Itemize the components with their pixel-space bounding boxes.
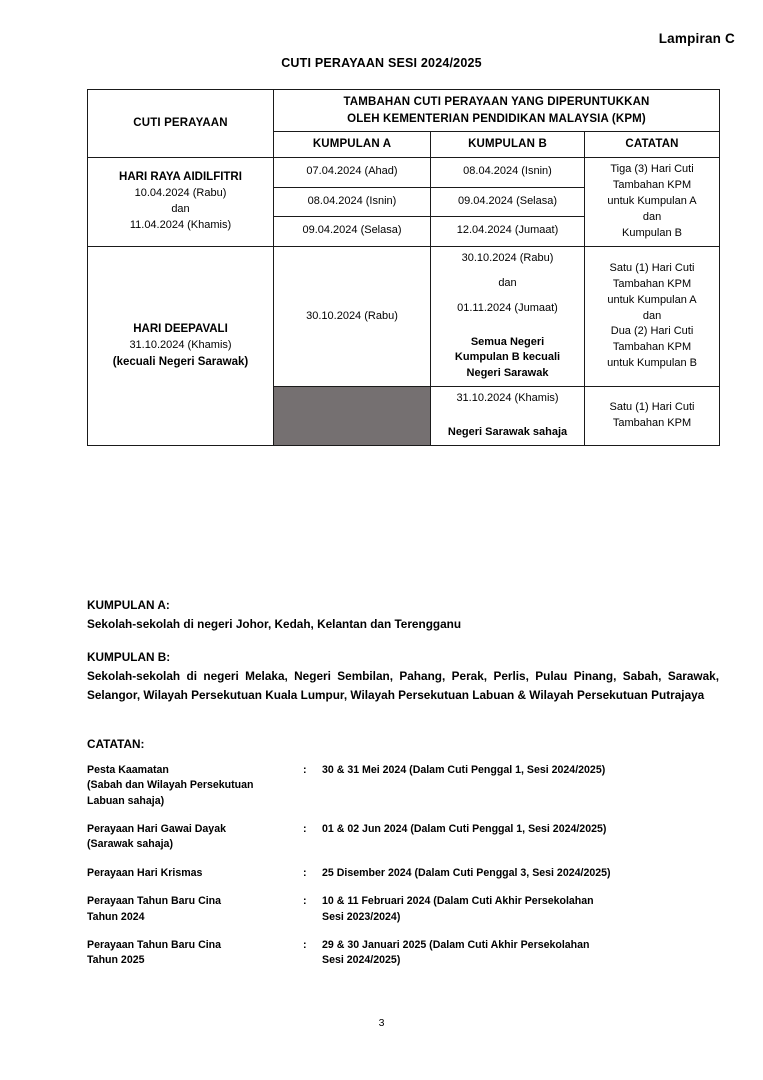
catatan-line-3: untuk Kumpulan A: [607, 194, 697, 207]
kumpulan-b-line-1: 31.10.2024 (Khamis): [456, 392, 559, 405]
section-subline-2: (kecuali Negeri Sarawak): [112, 355, 249, 368]
value-line-1: 25 Disember 2024 (Dalam Cuti Penggal 3, Sesi 2024/2025): [322, 866, 611, 879]
catatan-line-4: dan: [642, 210, 662, 223]
header-tambahan-cuti: [274, 90, 720, 132]
table-header-row-1: [88, 90, 720, 132]
catatan-line-1: Satu (1) Hari Cuti: [609, 401, 695, 414]
section-deepavali-label: [88, 246, 274, 446]
spacer: [436, 407, 579, 416]
catatan-line-2: Tambahan KPM: [612, 178, 692, 191]
label-line-1: Perayaan Hari Krismas: [87, 866, 203, 879]
value-line-2: Sesi 2023/2024): [322, 910, 401, 923]
catatan-label: [87, 938, 303, 969]
section-aidilfitri-label: [88, 158, 274, 247]
catatan-label: [87, 866, 303, 881]
kumpulan-b-heading: KUMPULAN B:: [87, 650, 171, 665]
cuti-perayaan-table: [87, 89, 720, 446]
spacer: [436, 326, 579, 335]
label-line-3: Labuan sahaja): [87, 794, 165, 807]
cell-kumpulan-b: 09.04.2024 (Selasa): [431, 187, 585, 217]
page-number: 3: [378, 1017, 385, 1029]
header-cuti-perayaan: CUTI PERAYAAN: [88, 90, 274, 158]
table-head: [88, 90, 720, 158]
spacer: [436, 292, 579, 301]
kumpulan-b-bold-2: Kumpulan B kecuali: [454, 351, 561, 364]
list-item: [87, 894, 719, 925]
list-item: [87, 938, 719, 969]
spacer: [436, 267, 579, 276]
catatan-label: [87, 822, 303, 853]
cell-catatan-deepavali-1: [585, 246, 720, 387]
list-item: [87, 866, 719, 881]
cell-catatan-aidilfitri: [585, 158, 720, 247]
catatan-line-2: Tambahan KPM: [612, 417, 692, 430]
header-catatan: CATATAN: [585, 132, 720, 158]
section-subline-1: 31.10.2024 (Khamis): [129, 338, 232, 351]
value-line-1: 01 & 02 Jun 2024 (Dalam Cuti Penggal 1, Sesi 2024/2025): [322, 823, 607, 836]
catatan-colon: :: [303, 895, 307, 908]
catatan-line-1: Satu (1) Hari Cuti: [609, 261, 695, 274]
kumpulan-a-body: Sekolah-sekolah di negeri Johor, Kedah, Kelantan dan Terengganu: [87, 617, 462, 632]
cell-kumpulan-b: [431, 246, 585, 387]
label-line-2: (Sarawak sahaja): [87, 838, 173, 851]
catatan-line-5: Dua (2) Hari Cuti: [610, 325, 694, 338]
header-kumpulan-b: KUMPULAN B: [431, 132, 585, 158]
catatan-colon: :: [303, 938, 307, 951]
list-item: [87, 763, 719, 809]
catatan-value: [322, 763, 719, 809]
catatan-line-1: Tiga (3) Hari Cuti: [610, 163, 694, 176]
spacer: [436, 317, 579, 326]
label-line-2: Tahun 2024: [87, 910, 145, 923]
catatan-line-2: Tambahan KPM: [612, 277, 692, 290]
label-line-2: (Sabah dan Wilayah Persekutuan: [87, 779, 254, 792]
cell-kumpulan-a: 09.04.2024 (Selasa): [274, 217, 431, 247]
value-line-1: 30 & 31 Mei 2024 (Dalam Cuti Penggal 1, Sesi 2024/2025): [322, 764, 606, 776]
catatan-colon: :: [303, 823, 307, 836]
table-row: [88, 246, 720, 387]
table-row: [88, 158, 720, 188]
catatan-section-title: CATATAN:: [87, 737, 145, 751]
cell-kumpulan-b: [431, 387, 585, 446]
kumpulan-b-line-3: 01.11.2024 (Jumaat): [457, 301, 558, 314]
list-item: [87, 822, 719, 853]
cell-kumpulan-b: 08.04.2024 (Isnin): [431, 158, 585, 188]
page-title: CUTI PERAYAAN SESI 2024/2025: [281, 56, 482, 70]
value-line-2: Sesi 2024/2025): [322, 954, 401, 967]
spacer: [436, 416, 579, 425]
catatan-line-6: Tambahan KPM: [612, 341, 692, 354]
catatan-colon: :: [303, 866, 307, 879]
catatan-line-5: Kumpulan B: [622, 226, 682, 239]
lampiran-label: Lampiran C: [658, 31, 735, 46]
catatan-line-4: dan: [642, 309, 662, 322]
kumpulan-definitions: [87, 596, 719, 706]
cell-kumpulan-a-shaded: [274, 387, 431, 446]
kumpulan-b-bold-1: Negeri Sarawak sahaja: [447, 426, 568, 439]
catatan-line-7: untuk Kumpulan B: [607, 357, 697, 370]
kumpulan-b-bold-3: Negeri Sarawak: [466, 367, 549, 380]
catatan-value: [322, 866, 719, 881]
cell-kumpulan-b: 12.04.2024 (Jumaat): [431, 217, 585, 247]
kumpulan-b-line-1: 30.10.2024 (Rabu): [461, 251, 554, 264]
cuti-perayaan-table-wrap: [87, 89, 719, 446]
label-line-1: Perayaan Hari Gawai Dayak: [87, 823, 226, 836]
section-subline-1: 10.04.2024 (Rabu): [134, 187, 227, 200]
section-subline-3: 11.04.2024 (Khamis): [129, 219, 232, 232]
catatan-colon: :: [303, 764, 307, 776]
cell-kumpulan-a: 07.04.2024 (Ahad): [274, 158, 431, 188]
section-subline-2: dan: [171, 203, 190, 216]
catatan-value: [322, 894, 719, 925]
cell-catatan-deepavali-2: [585, 387, 720, 446]
value-line-1: 10 & 11 Februari 2024 (Dalam Cuti Akhir Persekolahan: [322, 895, 594, 908]
kumpulan-a-heading: KUMPULAN A:: [87, 598, 170, 612]
catatan-label: [87, 763, 303, 809]
section-title: HARI DEEPAVALI: [133, 323, 228, 336]
value-line-1: 29 & 30 Januari 2025 (Dalam Cuti Akhir Persekolahan: [322, 938, 590, 951]
label-line-2: Tahun 2025: [87, 954, 145, 967]
catatan-value: [322, 938, 719, 969]
section-title: HARI RAYA AIDILFITRI: [119, 171, 242, 184]
table-body: [88, 158, 720, 446]
cell-kumpulan-a: 30.10.2024 (Rabu): [274, 246, 431, 387]
header-kumpulan-a: KUMPULAN A: [274, 132, 431, 158]
catatan-list: [87, 763, 719, 969]
catatan-line-3: untuk Kumpulan A: [607, 293, 697, 306]
header-tambahan-line2: OLEH KEMENTERIAN PENDIDIKAN MALAYSIA (KPM): [347, 112, 646, 125]
catatan-value: [322, 822, 719, 853]
header-tambahan-line1: TAMBAHAN CUTI PERAYAAN YANG DIPERUNTUKKAN: [343, 96, 650, 108]
label-line-1: Pesta Kaamatan: [87, 764, 169, 776]
catatan-label: [87, 894, 303, 925]
kumpulan-b-bold-1: Semua Negeri: [470, 335, 545, 348]
cell-kumpulan-a: 08.04.2024 (Isnin): [274, 187, 431, 217]
kumpulan-b-line-2: dan: [498, 276, 517, 289]
label-line-1: Perayaan Tahun Baru Cina: [87, 895, 222, 908]
label-line-1: Perayaan Tahun Baru Cina: [87, 938, 222, 951]
kumpulan-b-body: Sekolah-sekolah di negeri Melaka, Negeri Sembilan, Pahang, Perak, Perlis, Pulau Pinang, Sabah, Sarawak, Selangor, Wilayah Persekutuan Kuala Lumpur, Wilayah Persekutuan Labuan & Wilayah Persekutuan Putrajaya: [87, 669, 719, 703]
